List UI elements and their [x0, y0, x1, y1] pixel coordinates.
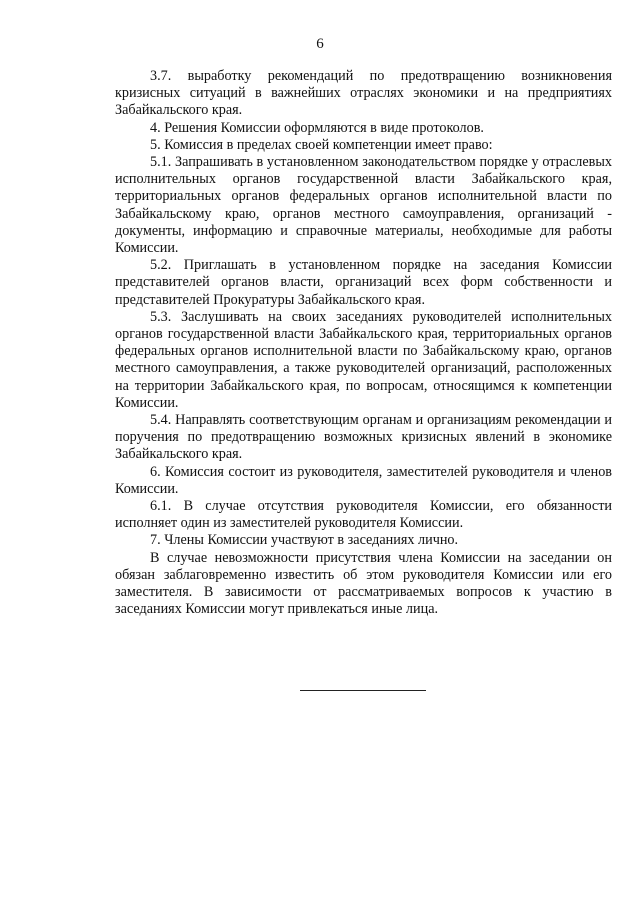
paragraph-3-7: 3.7. выработку рекомендаций по предотвращению возникновения кризисных ситуаций в важнейших отраслях экономики и на предприятиях Забайкальского края. [115, 68, 612, 119]
paragraph-6-1: 6.1. В случае отсутствия руководителя Комиссии, его обязанности исполняет один из заместителей руководителя Комиссии. [115, 498, 612, 532]
document-body [115, 68, 612, 619]
paragraph-5: 5. Комиссия в пределах своей компетенции имеет право: [150, 136, 493, 153]
paragraph-5-4: 5.4. Направлять соответствующим органам и организациям рекомендации и поручения по предотвращению возможных кризисных явлений в экономике Забайкальского края. [115, 412, 612, 463]
paragraph-5-1: 5.1. Запрашивать в установленном законодательством порядке у отраслевых исполнительных органов государственной власти Забайкальского края, территориальных органов федеральных органов исполнительной власти по Забайкальскому краю, органов местного самоуправления, организаций - документы, информацию и справочные материалы, необходимые для работы Комиссии. [115, 154, 612, 257]
closing-divider-line [300, 690, 426, 691]
paragraph-4: 4. Решения Комиссии оформляются в виде протоколов. [150, 119, 484, 136]
paragraph-7: 7. Члены Комиссии участвуют в заседаниях лично. [150, 532, 459, 549]
paragraph-5-2: 5.2. Приглашать в установленном порядке на заседания Комиссии представителей органов власти, организаций всех форм собственности и представителей Прокуратуры Забайкальского края. [115, 257, 612, 308]
paragraph-5-3: 5.3. Заслушивать на своих заседаниях руководителей исполнительных органов государственной власти Забайкальского края, территориальных органов федеральных органов исполнительной власти по Забайкальскому краю, органов местного самоуправления, а также руководителей организаций, расположенных на территории Забайкальского края, по вопросам, относящимся к компетенции Комиссии. [115, 308, 612, 411]
paragraph-7-absence: В случае невозможности присутствия члена Комиссии на заседании он обязан заблаговременно известить об этом руководителя Комиссии или его заместителя. В зависимости от рассматриваемых вопросов к участию в заседаниях Комиссии могут привлекаться иные лица. [115, 549, 612, 618]
paragraph-6: 6. Комиссия состоит из руководителя, заместителей руководителя и членов Комиссии. [115, 463, 612, 497]
page-number: 6 [316, 36, 324, 52]
